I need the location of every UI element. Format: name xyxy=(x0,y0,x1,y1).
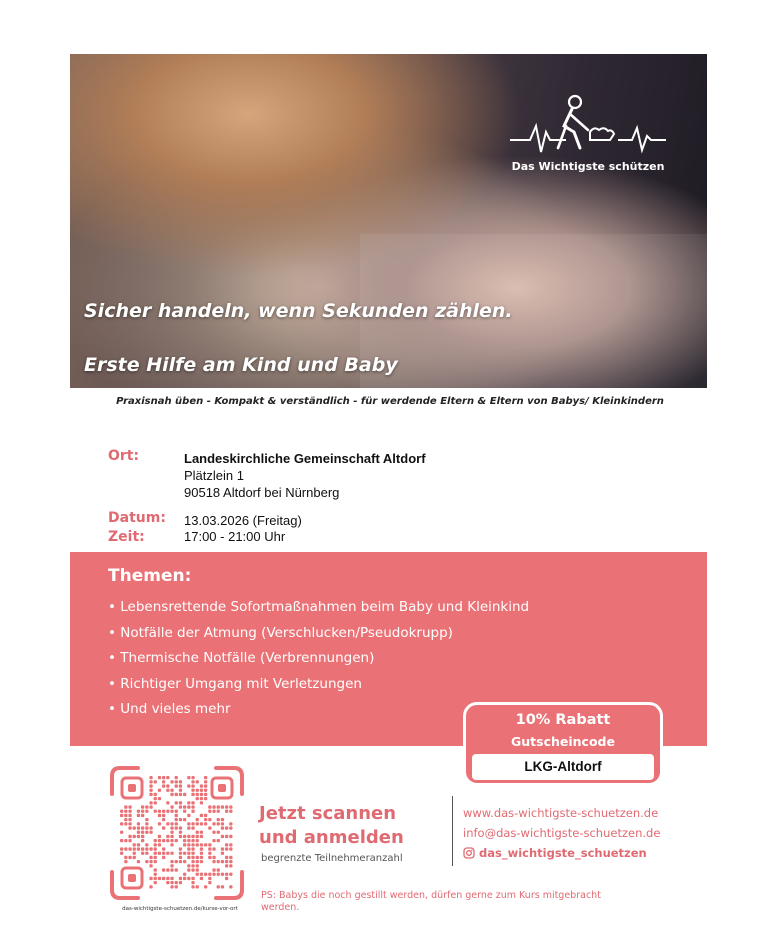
logo xyxy=(508,92,668,182)
coupon-subtitle: Gutscheincode xyxy=(511,734,615,749)
location-city: 90518 Altdorf bei Nürnberg xyxy=(184,485,340,500)
date-value: 13.03.2026 (Freitag) xyxy=(184,513,302,528)
themes-heading: Themen: xyxy=(108,566,192,586)
list-item: • Und vieles mehr xyxy=(108,697,529,723)
ps-note: PS: Babys die noch gestillt werden, dürfen gerne zum Kurs mitgebracht werden. xyxy=(261,890,601,913)
coupon-box xyxy=(463,702,663,786)
list-item: • Lebensrettende Sofortmaßnahmen beim Baby und Kleinkind xyxy=(108,595,529,621)
qr-url-caption: das-wichtigste-schuetzen.de/kurse-vor-ort xyxy=(122,906,238,912)
course-title: Erste Hilfe am Kind und Baby xyxy=(84,354,398,376)
instagram-handle: das_wichtigste_schuetzen xyxy=(479,846,647,860)
list-item: • Thermische Notfälle (Verbrennungen) xyxy=(108,646,529,672)
time-value: 17:00 - 21:00 Uhr xyxy=(184,529,286,544)
instagram-link[interactable] xyxy=(463,846,647,860)
hero-image xyxy=(70,54,707,388)
subtitle: Praxisnah üben - Kompakt & verständlich - für werdende Eltern & Eltern von Babys/ Kleinkindern xyxy=(116,396,664,407)
list-item: • Richtiger Umgang mit Verletzungen xyxy=(108,672,529,698)
location-street: Plätzlein 1 xyxy=(184,468,244,483)
date-label: Datum: xyxy=(108,510,166,526)
qr-code[interactable] xyxy=(108,764,246,902)
time-label: Zeit: xyxy=(108,529,145,545)
coupon-code: LKG-Altdorf xyxy=(472,754,654,780)
cta-line-1: Jetzt scannen xyxy=(259,803,397,824)
location-name: Landeskirchliche Gemeinschaft Altdorf xyxy=(184,451,426,466)
themes-list xyxy=(108,595,529,723)
heartbeat-logo-icon xyxy=(508,92,668,158)
divider xyxy=(452,796,453,866)
location-label: Ort: xyxy=(108,448,140,464)
email-link[interactable]: info@das-wichtigste-schuetzen.de xyxy=(463,826,661,840)
website-link[interactable]: www.das-wichtigste-schuetzen.de xyxy=(463,806,659,820)
list-item: • Notfälle der Atmung (Verschlucken/Pseudokrupp) xyxy=(108,621,529,647)
location-details xyxy=(184,450,426,501)
coupon-title: 10% Rabatt xyxy=(515,712,611,728)
cta-heading xyxy=(259,802,404,850)
cta-line-2: und anmelden xyxy=(259,827,404,848)
slogan: Sicher handeln, wenn Sekunden zählen. xyxy=(84,300,513,322)
logo-text: Das Wichtigste schützen xyxy=(511,160,665,173)
cta-note: begrenzte Teilnehmeranzahl xyxy=(261,853,403,864)
instagram-icon xyxy=(463,847,475,859)
